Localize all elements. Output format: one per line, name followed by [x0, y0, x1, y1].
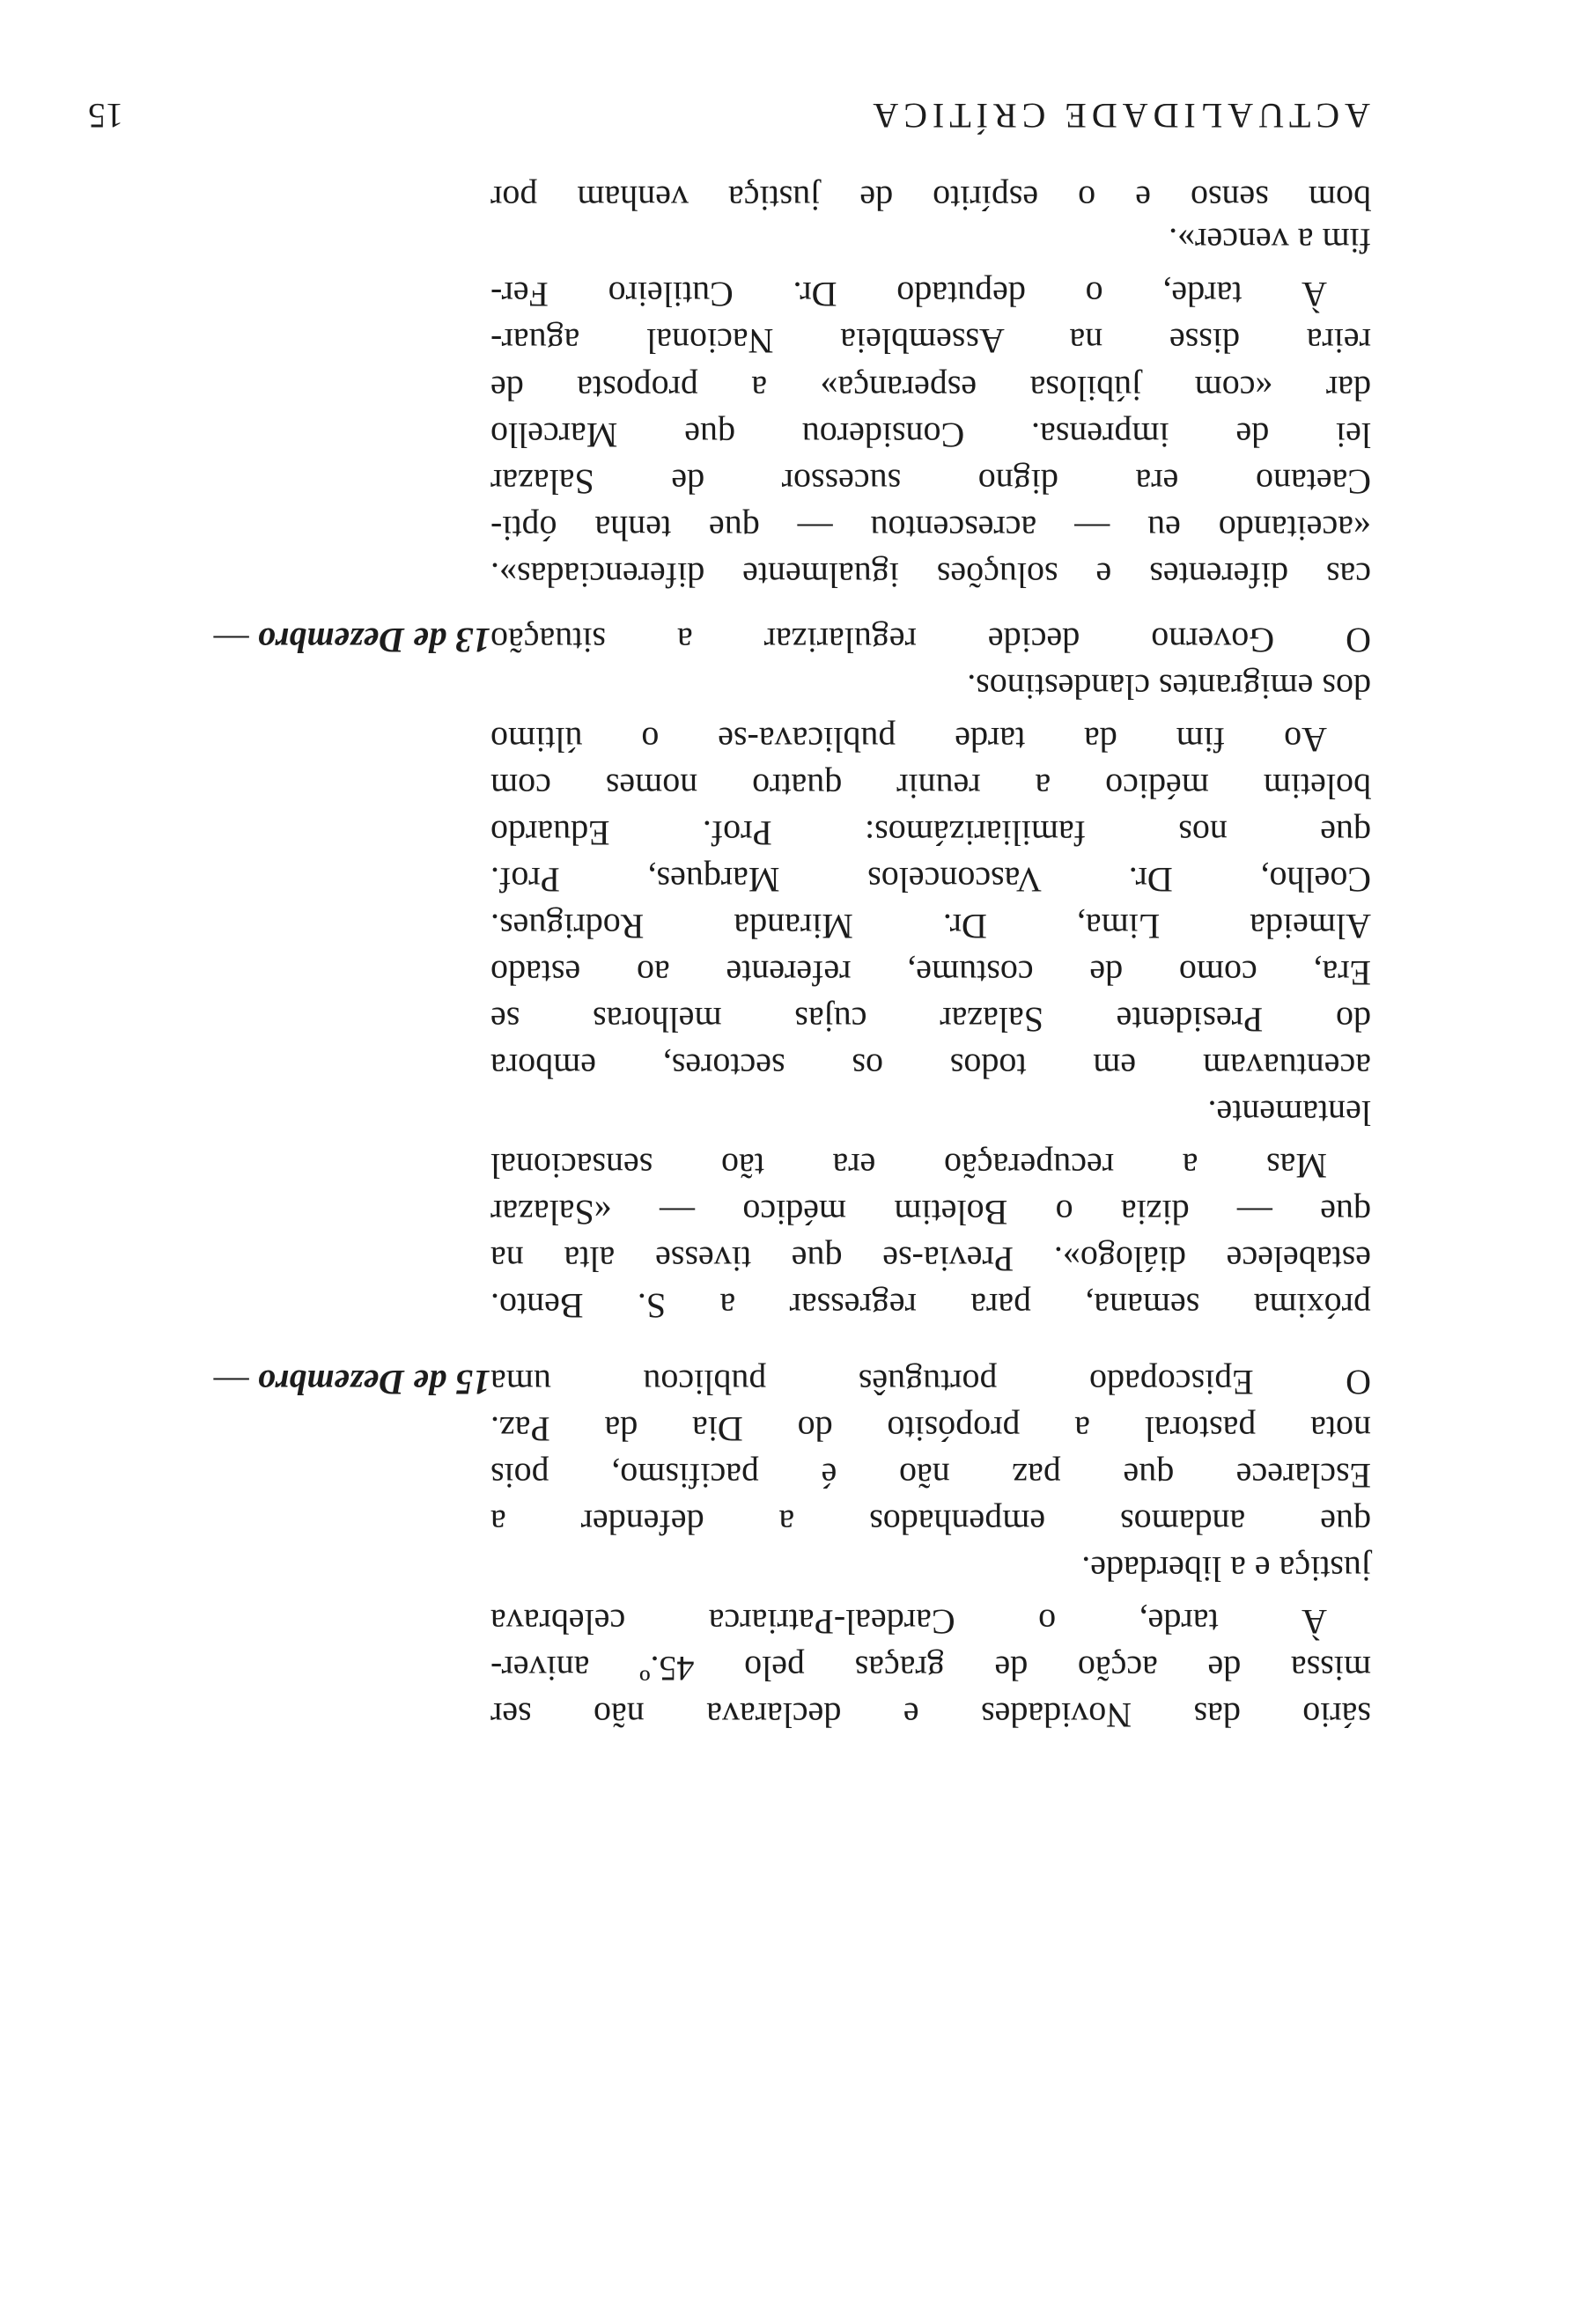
- text-line: dos emigrantes clandestinos.: [967, 667, 1371, 707]
- text-line: justiça e a liberdade.: [1081, 1549, 1371, 1589]
- text-line: dar «com júbilosa esperança» a proposta de: [490, 369, 1371, 408]
- text-line: missa de acção de graças pelo 45.º aniver-: [490, 1649, 1371, 1688]
- text-line: estabelece diálogo». Previa-se que tivesse alta na: [490, 1239, 1371, 1279]
- text-line: O Governo decide regularizar a situação: [490, 621, 1371, 660]
- text-line: sário das Novidades e declarava não ser: [490, 1695, 1371, 1735]
- running-header: [88, 75, 1370, 136]
- page-number: 15: [88, 96, 123, 136]
- text-line: acentuavam em todos os sectores, embora: [490, 1047, 1371, 1086]
- text-line: lei de imprensa. Considerou que Marcello: [490, 416, 1371, 455]
- text-line: «aceitando eu — acrescentou — que tenha ópti-: [490, 509, 1371, 548]
- text-line: lentamente.: [1207, 1093, 1371, 1133]
- entry-date-15-dezembro: 15 de Dezembro —: [213, 1363, 490, 1402]
- text-line: nota pastoral a propósito do Dia da Paz.: [490, 1409, 1371, 1449]
- text-line: Coelho, Dr. Vasconcelos Marques, Prof.: [490, 860, 1371, 900]
- text-line: À tarde, o Cardeal-Patriarca celebrava: [490, 1602, 1327, 1642]
- text-line: cas diferentes e soluções igualmente diferenciadas».: [490, 555, 1371, 595]
- running-title: ACTUALIDADE CRÍTICA: [867, 96, 1370, 136]
- text-line: boletim médico a reunir quatro nomes com: [490, 767, 1371, 806]
- text-line: Mas a recuperação era tão sensacional: [490, 1146, 1327, 1186]
- text-line: Almeida Lima, Dr. Miranda Rodrigues.: [490, 907, 1371, 946]
- text-line: bom senso e o espírito de justiça venham por: [490, 179, 1371, 218]
- text-line: próxima semana, para regressar a S. Bento.: [490, 1286, 1371, 1326]
- text-line: Esclarece que paz não é pacifismo, pois: [490, 1456, 1371, 1496]
- text-line: reira disse na Assembleia Nacional aguar-: [490, 321, 1371, 361]
- text-line: do Presidente Salazar cujas melhoras se: [490, 1000, 1371, 1040]
- text-line: Era, como de costume, referente ao estado: [490, 953, 1371, 993]
- text-line: À tarde, o deputado Dr. Cutileiro Fer-: [490, 275, 1327, 314]
- text-line: Caetano era digno sucessor de Salazar: [490, 462, 1371, 502]
- text-line: que — dizia o Boletim médico — «Salazar: [490, 1193, 1371, 1232]
- text-line: que nos familiarizámos: Prof. Eduardo: [490, 813, 1371, 853]
- text-line: O Episcopado português publicou uma: [490, 1363, 1371, 1402]
- entry-date-13-dezembro: 13 de Dezembro —: [213, 621, 490, 660]
- text-line: Ao fim da tarde publicava-se o último: [490, 720, 1327, 760]
- text-line: que andamos empenhados a defender a: [490, 1503, 1371, 1542]
- text-line: fim a vencer».: [1169, 221, 1371, 261]
